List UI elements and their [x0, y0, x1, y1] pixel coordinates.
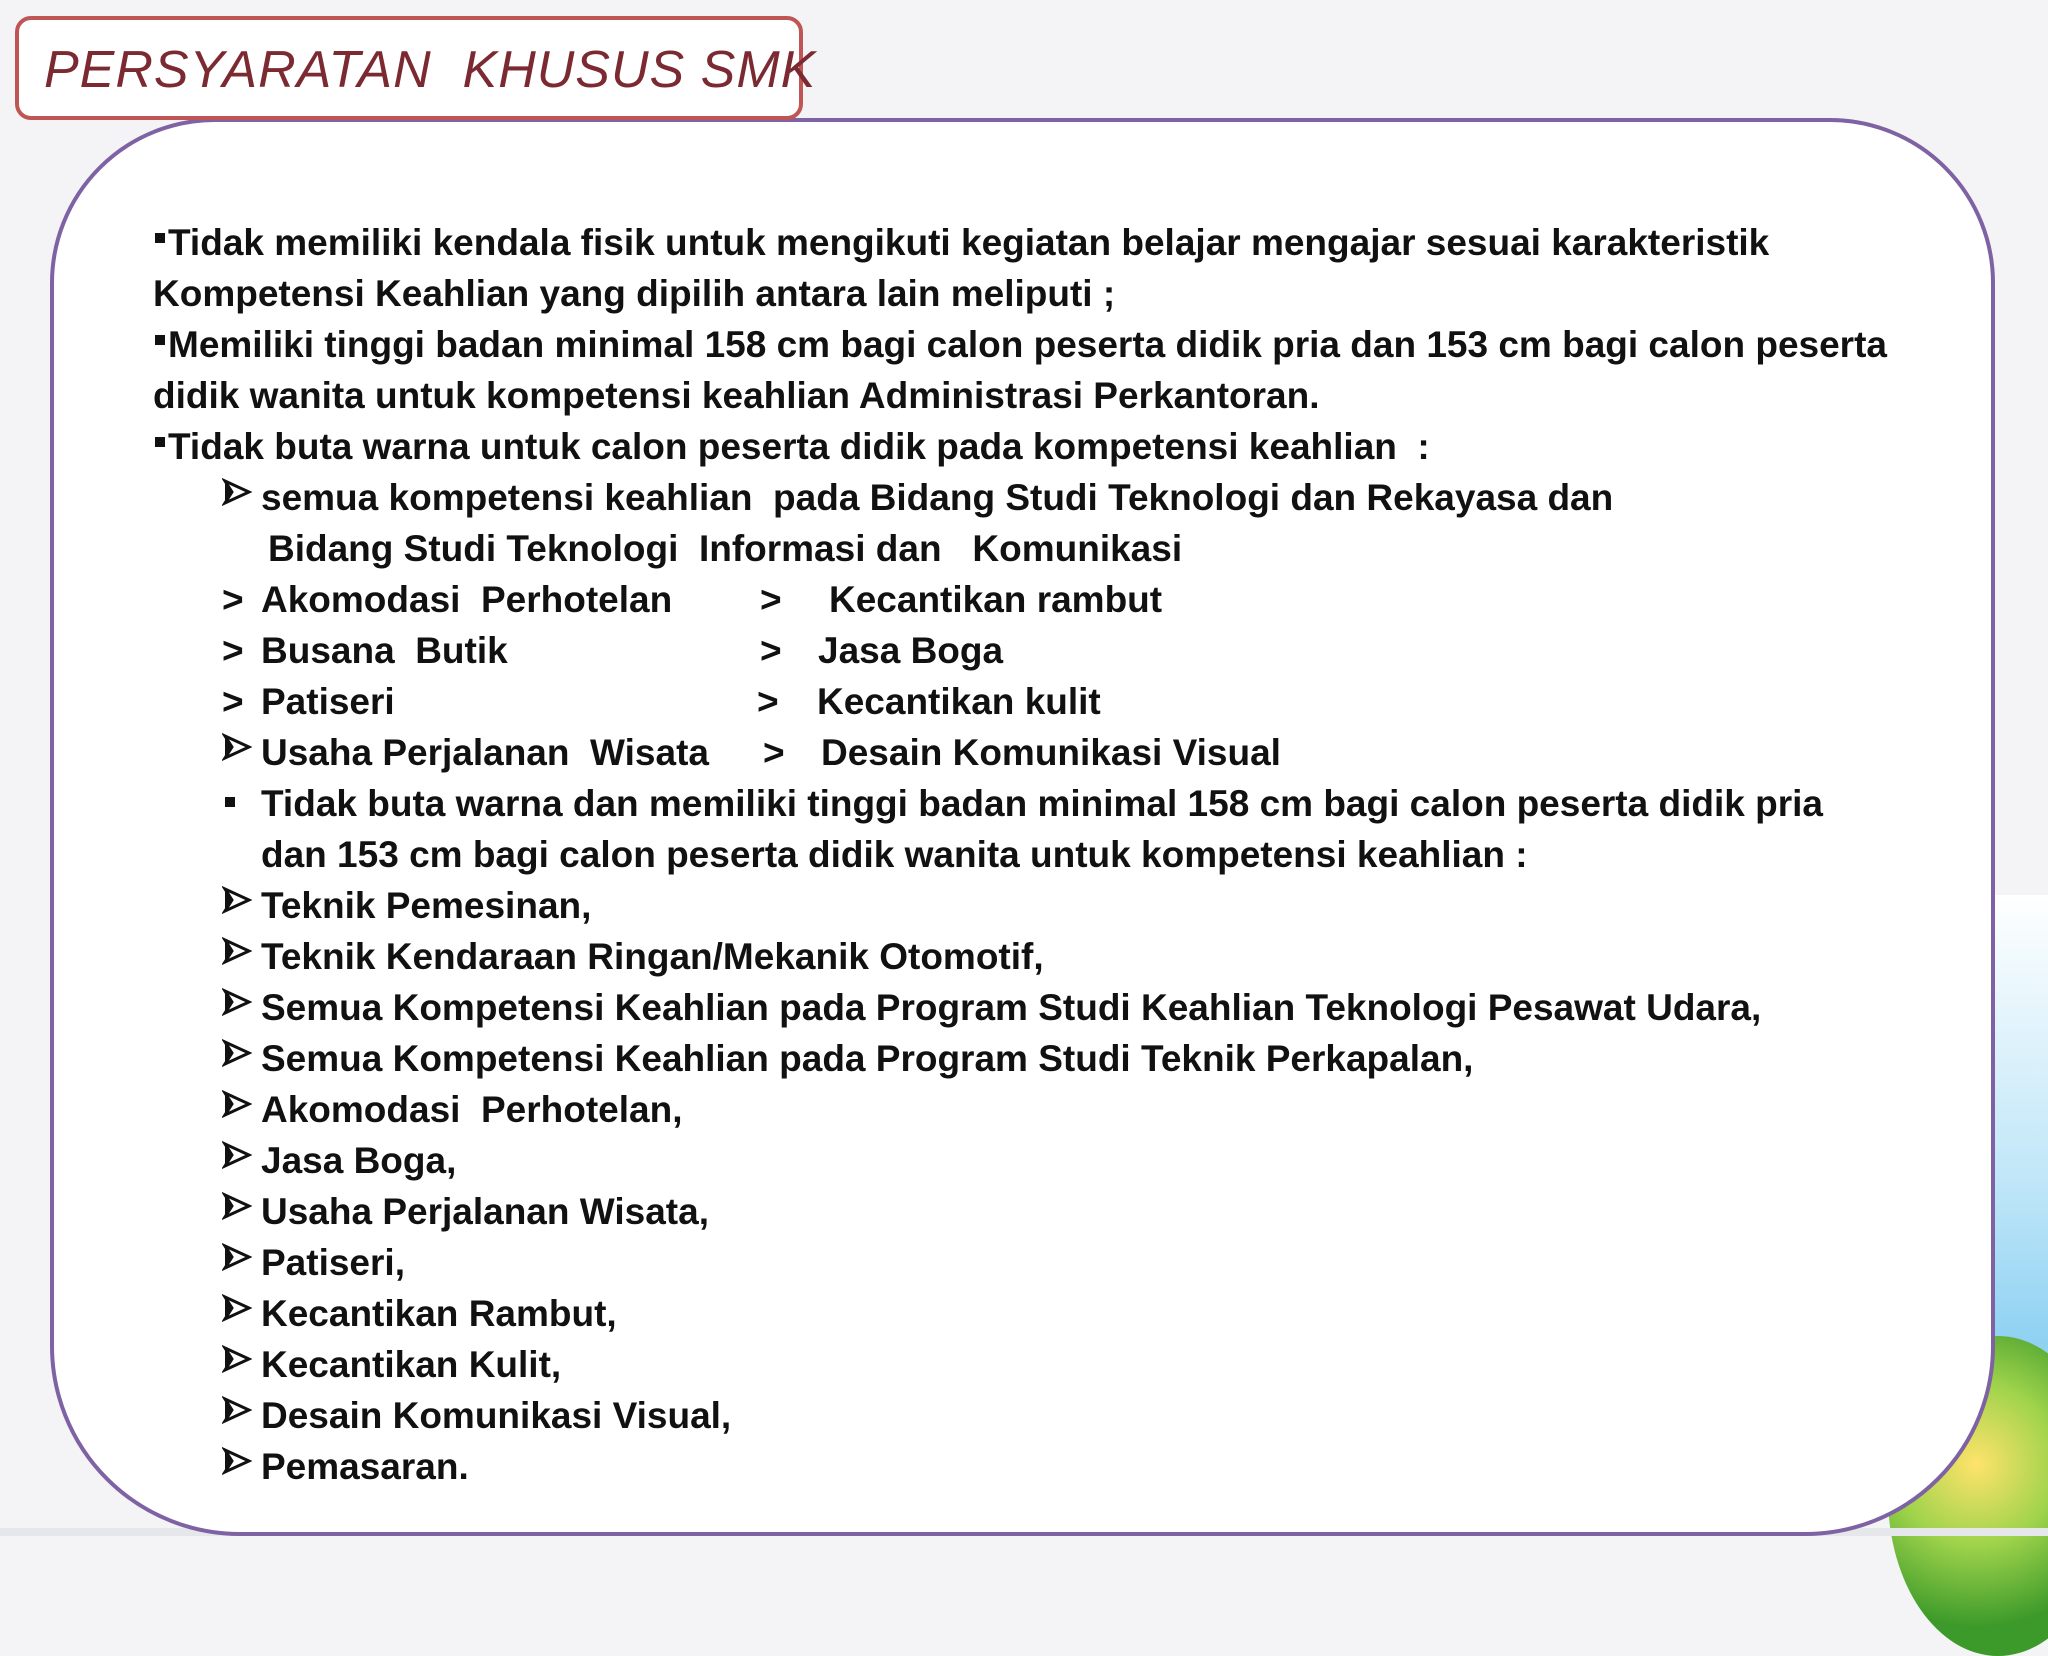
cb-row-3-left-marker: > [222, 681, 244, 722]
cb-row-3-right-marker: > [757, 681, 779, 722]
arrow-bullet-icon [222, 733, 252, 763]
cb-row-4-left: Usaha Perjalanan Wisata [261, 732, 709, 773]
bullet-4-line-2: dan 153 cm bagi calon peserta didik wanita untuk kompetensi keahlian : [261, 834, 1528, 875]
square-bullet-icon [155, 233, 165, 243]
cb-row-3-left: Patiseri [261, 681, 395, 722]
cb-row-1-right-marker: > [760, 579, 782, 620]
cb-row-1-left: Akomodasi Perhotelan [261, 579, 673, 620]
list-item: Teknik Kendaraan Ringan/Mekanik Otomotif, [261, 936, 1044, 977]
list-item: Usaha Perjalanan Wisata, [261, 1191, 709, 1232]
cb-row-2-left-marker: > [222, 630, 244, 671]
list-item: Patiseri, [261, 1242, 405, 1283]
arrow-bullet-icon [222, 886, 252, 916]
square-bullet-icon [155, 437, 165, 447]
cb-row-3-right: Kecantikan kulit [817, 681, 1101, 722]
arrow-bullet-icon [222, 1447, 252, 1477]
arrow-bullet-icon [222, 1039, 252, 1069]
cb-row-4-right: Desain Komunikasi Visual [821, 732, 1281, 773]
bullet-2-line-1: Memiliki tinggi badan minimal 158 cm bagi calon peserta didik pria dan 153 cm bagi calon peserta [155, 325, 1887, 365]
bullet-2-line-2: didik wanita untuk kompetensi keahlian Administrasi Perkantoran. [153, 375, 1320, 416]
arrow-bullet-icon [222, 1090, 252, 1120]
list-item: Desain Komunikasi Visual, [261, 1395, 732, 1436]
bullet-1-line-1: Tidak memiliki kendala fisik untuk mengikuti kegiatan belajar mengajar sesuai karakteristik [155, 223, 1769, 263]
cb-row-1-right: Kecantikan rambut [829, 579, 1163, 620]
arrow-bullet-icon [222, 1396, 252, 1426]
arrow-bullet-icon [222, 988, 252, 1018]
cb-row-2-left: Busana Butik [261, 630, 508, 671]
list-item: Teknik Pemesinan, [261, 885, 592, 926]
bullet-1-line-2: Kompetensi Keahlian yang dipilih antara lain meliputi ; [153, 273, 1116, 314]
arrow-bullet-icon [222, 1141, 252, 1171]
arrow-bullet-icon [222, 1294, 252, 1324]
arrow-bullet-icon [222, 478, 252, 508]
list-item: Kecantikan Kulit, [261, 1344, 562, 1385]
cb-row-2-right: Jasa Boga [818, 630, 1004, 671]
list-item: Kecantikan Rambut, [261, 1293, 617, 1334]
list-item: Akomodasi Perhotelan, [261, 1089, 683, 1130]
square-bullet-icon [155, 335, 165, 345]
arrow-bullet-icon [222, 1192, 252, 1222]
cb-row-2-right-marker: > [760, 630, 782, 671]
cb-row-4-right-marker: > [763, 732, 785, 773]
bullet-3-line-1: Tidak buta warna untuk calon peserta didik pada kompetensi keahlian : [155, 427, 1430, 467]
bullet-4-line-1: Tidak buta warna dan memiliki tinggi badan minimal 158 cm bagi calon peserta didik pria [261, 783, 1823, 824]
title-box [15, 16, 817, 120]
slide-title: PERSYARATAN KHUSUS SMK [44, 41, 817, 99]
arrow-bullet-icon [222, 1243, 252, 1273]
arrow-bullet-icon [222, 937, 252, 967]
list-item: Pemasaran. [261, 1446, 469, 1487]
cb-item-1-line-2: Bidang Studi Teknologi Informasi dan Komunikasi [268, 528, 1183, 569]
arrow-bullet-icon [222, 1345, 252, 1375]
list-item: Jasa Boga, [261, 1140, 457, 1181]
cb-row-1-left-marker: > [222, 579, 244, 620]
list-item: Semua Kompetensi Keahlian pada Program Studi Keahlian Teknologi Pesawat Udara, [261, 987, 1762, 1028]
square-bullet-icon [225, 797, 235, 807]
cb-item-1-line-1: semua kompetensi keahlian pada Bidang Studi Teknologi dan Rekayasa dan [261, 477, 1614, 518]
list-item: Semua Kompetensi Keahlian pada Program Studi Teknik Perkapalan, [261, 1038, 1474, 1079]
